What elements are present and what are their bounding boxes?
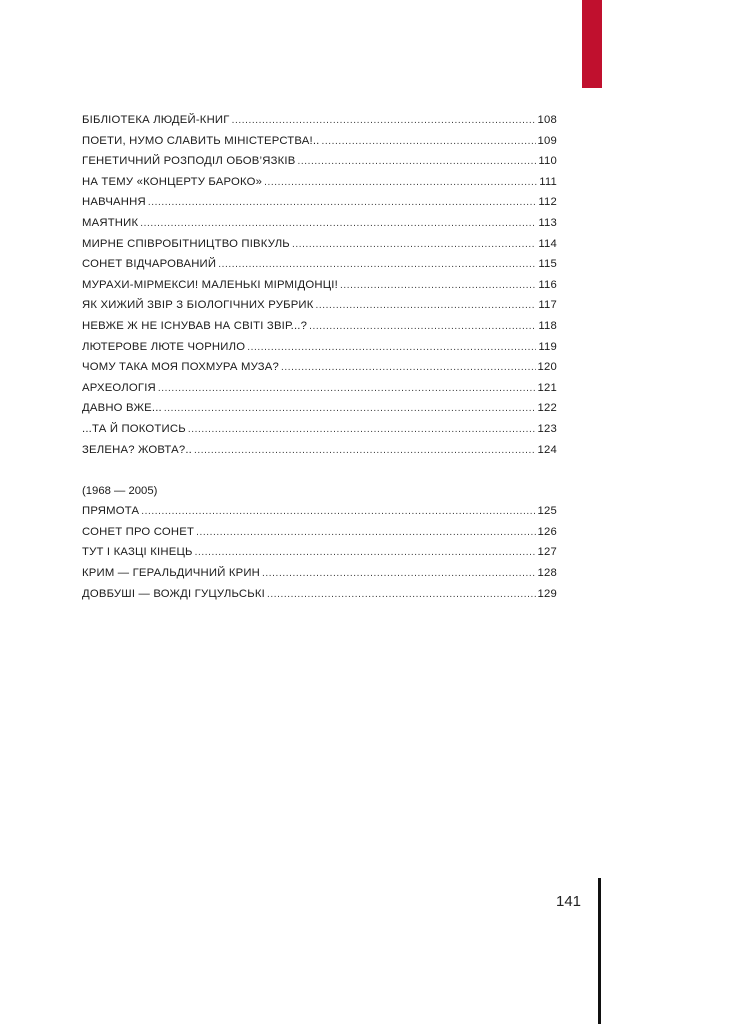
toc-entry [82,526,557,547]
dot-leader [218,259,536,270]
toc-entry-title: НА ТЕМУ «КОНЦЕРТУ БАРОКО» [82,175,263,188]
toc-entry [82,341,557,362]
toc-entry [82,588,557,609]
toc-entry [82,196,557,217]
dot-leader [264,177,537,188]
toc-entry [82,114,557,135]
toc-entry-title: БІБЛІОТЕКА ЛЮДЕЙ-КНИГ [82,114,230,126]
toc-entry-page: 108 [537,114,557,126]
toc-entry [82,279,557,300]
toc-entry-title: МУРАХИ-МІРМЕКСИ! МАЛЕНЬКІ МІРМІДОНЦІ! [82,278,338,291]
red-bookmark-tab [582,0,602,88]
toc-entry-page: 129 [537,587,557,600]
toc-entry-title: ДАВНО ВЖЕ... [82,402,162,415]
toc-entry-page: 121 [537,381,557,394]
toc-entry-title: ПРЯМОТА [82,505,140,518]
dot-leader [247,342,536,353]
toc-entry [82,258,557,279]
dot-leader [194,445,536,456]
toc-entry-page: 110 [538,155,557,168]
toc-entry-page: 123 [537,422,557,435]
toc-section-main [82,114,557,464]
toc-entry [82,444,557,465]
toc-entry-title: СОНЕТ ПРО СОНЕТ [82,525,195,538]
toc-gap [82,464,557,485]
toc-entry-title: АРХЕОЛОГІЯ [82,381,156,394]
dot-leader [322,136,536,147]
toc-entry-page: 127 [537,546,557,559]
dot-leader [140,218,536,229]
section-heading: (1968 — 2005) [82,484,158,497]
toc-entry-title: ЗЕЛЕНА? ЖОВТА?.. [82,443,192,456]
toc-entry [82,382,557,403]
toc-section-dated [82,505,557,608]
toc-entry [82,217,557,238]
dot-leader [316,300,537,311]
toc-entry-page: 114 [538,237,557,250]
toc-entry-page: 119 [538,340,557,353]
toc-entry-title: ЯК ХИЖИЙ ЗВІР З БІОЛОГІЧНИХ РУБРИК [82,299,314,312]
dot-leader [188,424,536,435]
toc-entry-page: 118 [538,319,557,332]
toc-entry-title: МАЯТНИК [82,216,139,229]
toc-entry-title: ЛЮТЕРОВЕ ЛЮТЕ ЧОРНИЛО [82,340,246,353]
page-number-rule [598,878,601,1024]
toc-entry [82,546,557,567]
toc-entry-page: 122 [537,402,557,415]
toc-entry-title: КРИМ — ГЕРАЛЬДИЧНИЙ КРИН [82,567,261,580]
toc-entry-page: 128 [537,567,557,580]
toc-entry-page: 115 [538,258,557,271]
dot-leader [267,589,536,600]
dot-leader [164,403,536,414]
dot-leader [196,527,535,538]
dot-leader [195,547,536,558]
toc-entry [82,155,557,176]
toc-entry [82,505,557,526]
dot-leader [262,568,536,579]
toc-entry-title: МИРНЕ СПІВРОБІТНИЦТВО ПІВКУЛЬ [82,237,290,250]
toc-entry-title: ДОВБУШІ — ВОЖДІ ГУЦУЛЬСЬКІ [82,587,265,600]
toc-entry-title: СОНЕТ ВІДЧАРОВАНИЙ [82,258,217,271]
toc-entry [82,299,557,320]
dot-leader [158,383,536,394]
toc-entry-title: НЕВЖЕ Ж НЕ ІСНУВАВ НА СВІТІ ЗВІР...? [82,319,308,332]
dot-leader [292,239,536,250]
toc-entry [82,176,557,197]
page-number: 141 [556,893,582,910]
toc-entry-page: 112 [538,196,557,209]
toc-entry-page: 111 [539,175,557,188]
toc-entry [82,238,557,259]
toc-entry-title: ЧОМУ ТАКА МОЯ ПОХМУРА МУЗА? [82,361,279,374]
toc-entry [82,135,557,156]
toc-entry-title: ...ТА Й ПОКОТИСЬ [82,422,186,435]
dot-leader [297,156,536,167]
toc-entry-title: ПОЕТИ, НУМО СЛАВИТЬ МІНІСТЕРСТВА!.. [82,134,320,147]
toc-entry-title: ГЕНЕТИЧНИЙ РОЗПОДІЛ ОБОВ’ЯЗКІВ [82,155,296,168]
dot-leader [232,115,536,126]
toc-entry [82,402,557,423]
toc-entry-title: ТУТ І КАЗЦІ КІНЕЦЬ [82,546,193,559]
dot-leader [281,362,536,373]
toc-entry-page: 113 [538,216,557,229]
toc-entry [82,361,557,382]
toc-entry-page: 116 [538,278,557,291]
toc-entry [82,423,557,444]
toc-entry-title: НАВЧАННЯ [82,196,146,209]
toc-entry-page: 126 [537,525,557,538]
toc-entry-page: 125 [537,505,557,518]
toc-entry [82,567,557,588]
toc-entry-page: 109 [537,134,557,147]
toc-entry-page: 124 [537,443,557,456]
toc-entry [82,320,557,341]
dot-leader [141,506,535,517]
toc-entry-page: 117 [538,299,557,312]
dot-leader [309,321,536,332]
dot-leader [148,197,537,208]
table-of-contents [82,114,557,608]
dot-leader [340,280,536,291]
toc-entry-page: 120 [537,361,557,374]
